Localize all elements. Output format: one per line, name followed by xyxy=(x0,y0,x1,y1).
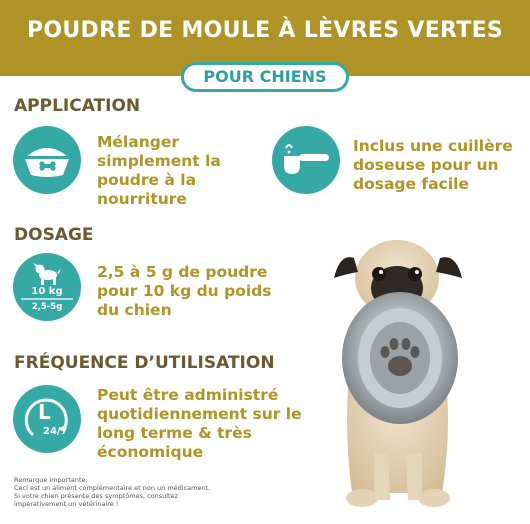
clock-24-7-icon xyxy=(13,385,81,453)
application-mix-text: Mélanger simplement la poudre à la nourriture xyxy=(97,133,221,208)
frequency-heading: FRÉQUENCE D’UTILISATION xyxy=(14,353,275,373)
pug-with-bowl-image xyxy=(322,238,472,518)
product-title: POUDRE DE MOULE À LÈVRES VERTES xyxy=(26,18,504,43)
disclaimer-note: Remarque importante: Ceci est un aliment complémentaire et non un médicament. Si votre chien présente des symptômes, consultez impérativement un vétérinaire ! xyxy=(14,476,211,508)
dog-weight-icon xyxy=(13,253,81,321)
dosage-text: 2,5 à 5 g de poudre pour 10 kg du poids du chien xyxy=(97,263,272,319)
clock-letter: L xyxy=(38,400,51,424)
clock-label: 24/7 xyxy=(43,426,68,437)
dose-label: 2,5-5g xyxy=(31,302,63,312)
audience-badge: POUR CHIENS xyxy=(181,62,349,92)
weight-label: 10 kg xyxy=(31,286,63,297)
measuring-spoon-icon xyxy=(272,126,340,194)
application-heading: APPLICATION xyxy=(14,96,141,116)
frequency-text: Peut être administré quotidiennement sur le long terme & très économique xyxy=(97,386,302,461)
application-spoon-text: Inclus une cuillère doseuse pour un dosage facile xyxy=(353,137,513,193)
dosage-heading: DOSAGE xyxy=(14,225,94,245)
food-bowl-icon xyxy=(13,126,81,194)
